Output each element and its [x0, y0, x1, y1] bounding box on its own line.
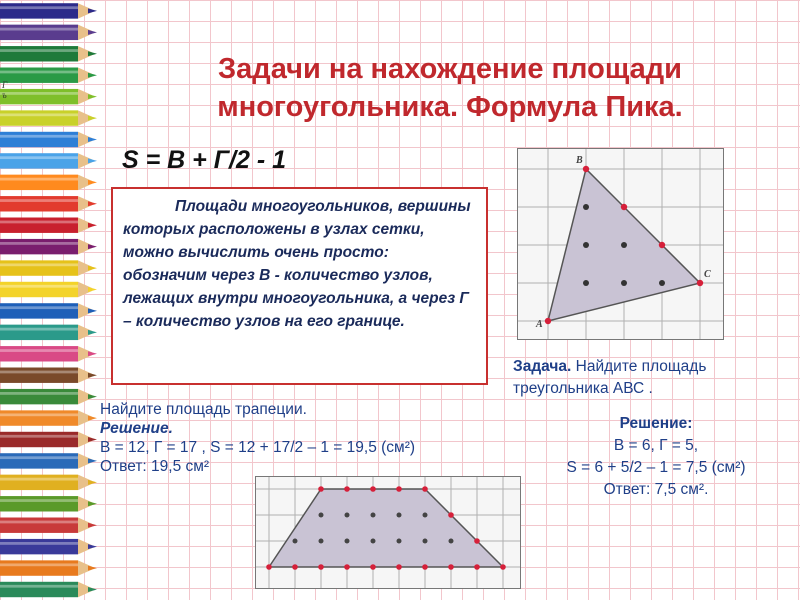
boundary-node [396, 486, 402, 492]
task-body: Найдите площадь треугольника АВС . [513, 358, 707, 397]
boundary-node [500, 564, 506, 570]
margin-letter-1: Г [2, 80, 8, 90]
boundary-node [422, 564, 428, 570]
pencil [0, 282, 97, 297]
boundary-node [318, 486, 324, 492]
pencil [0, 496, 97, 511]
pencil [0, 368, 97, 383]
pencil [0, 175, 97, 190]
pencil [0, 68, 97, 83]
margin-letters [2, 80, 7, 100]
vertex-label-a: A [536, 319, 543, 330]
triangle-solution-answer: Ответ: 7,5 см². [603, 481, 709, 498]
pencil [0, 346, 97, 361]
interior-node [397, 513, 402, 518]
boundary-node [344, 564, 350, 570]
boundary-node [659, 242, 665, 248]
boundary-node [448, 512, 454, 518]
interior-node [621, 242, 627, 248]
title-line-1: Задачи на нахождение площади [218, 53, 682, 85]
pencil [0, 303, 97, 318]
vertex-label-c: C [704, 269, 711, 280]
boundary-node [583, 166, 589, 172]
boundary-node [370, 564, 376, 570]
task-text [513, 356, 783, 400]
boundary-node [318, 564, 324, 570]
interior-node [583, 204, 589, 210]
title-line-2: многоугольника. Формула Пика. [217, 91, 683, 123]
pencil [0, 132, 97, 147]
pencil [0, 453, 97, 468]
definition-box [111, 187, 488, 385]
trapezoid-prompt: Найдите площадь трапеции. [100, 401, 307, 418]
pencil [0, 325, 97, 340]
boundary-node [697, 280, 703, 286]
interior-node [319, 513, 324, 518]
boundary-node [621, 204, 627, 210]
pencil [0, 410, 97, 425]
interior-node [293, 539, 298, 544]
boundary-node [370, 486, 376, 492]
interior-node [371, 513, 376, 518]
pencil [0, 389, 97, 404]
margin-letter-2: ъ [2, 90, 7, 100]
pencil [0, 46, 97, 61]
page-title [130, 50, 770, 126]
boundary-node [396, 564, 402, 570]
pencil [0, 518, 97, 533]
trapezoid-solution-label: Решение. [100, 420, 173, 437]
pencil [0, 196, 97, 211]
pencil [0, 475, 97, 490]
interior-node [423, 513, 428, 518]
trapezoid-answer: Ответ: 19,5 см² [100, 458, 210, 475]
interior-node [397, 539, 402, 544]
task-label: Задача. [513, 358, 572, 375]
pencils-decoration [0, 0, 100, 600]
trapezoid-calc: В = 12, Г = 17 , S = 12 + 17/2 – 1 = 19,5 (см²) [100, 439, 416, 456]
boundary-node [474, 564, 480, 570]
triangle-grid [518, 149, 723, 339]
pick-formula: S = В + Г/2 - 1 [122, 146, 287, 174]
boundary-node [545, 318, 551, 324]
pencil [0, 432, 97, 447]
boundary-node [474, 538, 480, 544]
triangle-solution-label: Решение: [619, 415, 693, 432]
definition-text: Площади многоугольников, вершины которых расположены в узлах сетки, можно вычислить очень просто: обозначим через В - количество узлов, лежащих внутри многоугольника, а через Г – количество узлов на его границе. [123, 198, 471, 330]
pencil [0, 582, 97, 597]
interior-node [345, 513, 350, 518]
triangle-solution-values: В = 6, Г = 5, [613, 437, 699, 454]
vertex-label-b: B [576, 155, 583, 166]
trapezoid-solution [100, 400, 540, 476]
triangle-solution [520, 413, 792, 501]
interior-node [345, 539, 350, 544]
pencil [0, 260, 97, 275]
pencil [0, 3, 97, 18]
interior-node [423, 539, 428, 544]
boundary-node [422, 486, 428, 492]
pencil [0, 218, 97, 233]
boundary-node [266, 564, 272, 570]
pencil [0, 153, 97, 168]
triangle-figure [517, 148, 724, 340]
interior-node [371, 539, 376, 544]
trapezoid-shape [269, 489, 503, 567]
interior-node [621, 280, 627, 286]
pencil [0, 89, 97, 104]
pencil [0, 25, 97, 40]
boundary-node [344, 486, 350, 492]
interior-node [319, 539, 324, 544]
pencil [0, 239, 97, 254]
pencil [0, 560, 97, 575]
interior-node [583, 242, 589, 248]
interior-node [583, 280, 589, 286]
boundary-node [292, 564, 298, 570]
trapezoid-figure [255, 476, 521, 589]
interior-node [449, 539, 454, 544]
triangle-solution-calc: S = 6 + 5/2 – 1 = 7,5 (см²) [566, 459, 746, 476]
boundary-node [448, 564, 454, 570]
interior-node [659, 280, 665, 286]
pencil [0, 110, 97, 125]
trapezoid-grid [256, 477, 520, 588]
pencil [0, 539, 97, 554]
